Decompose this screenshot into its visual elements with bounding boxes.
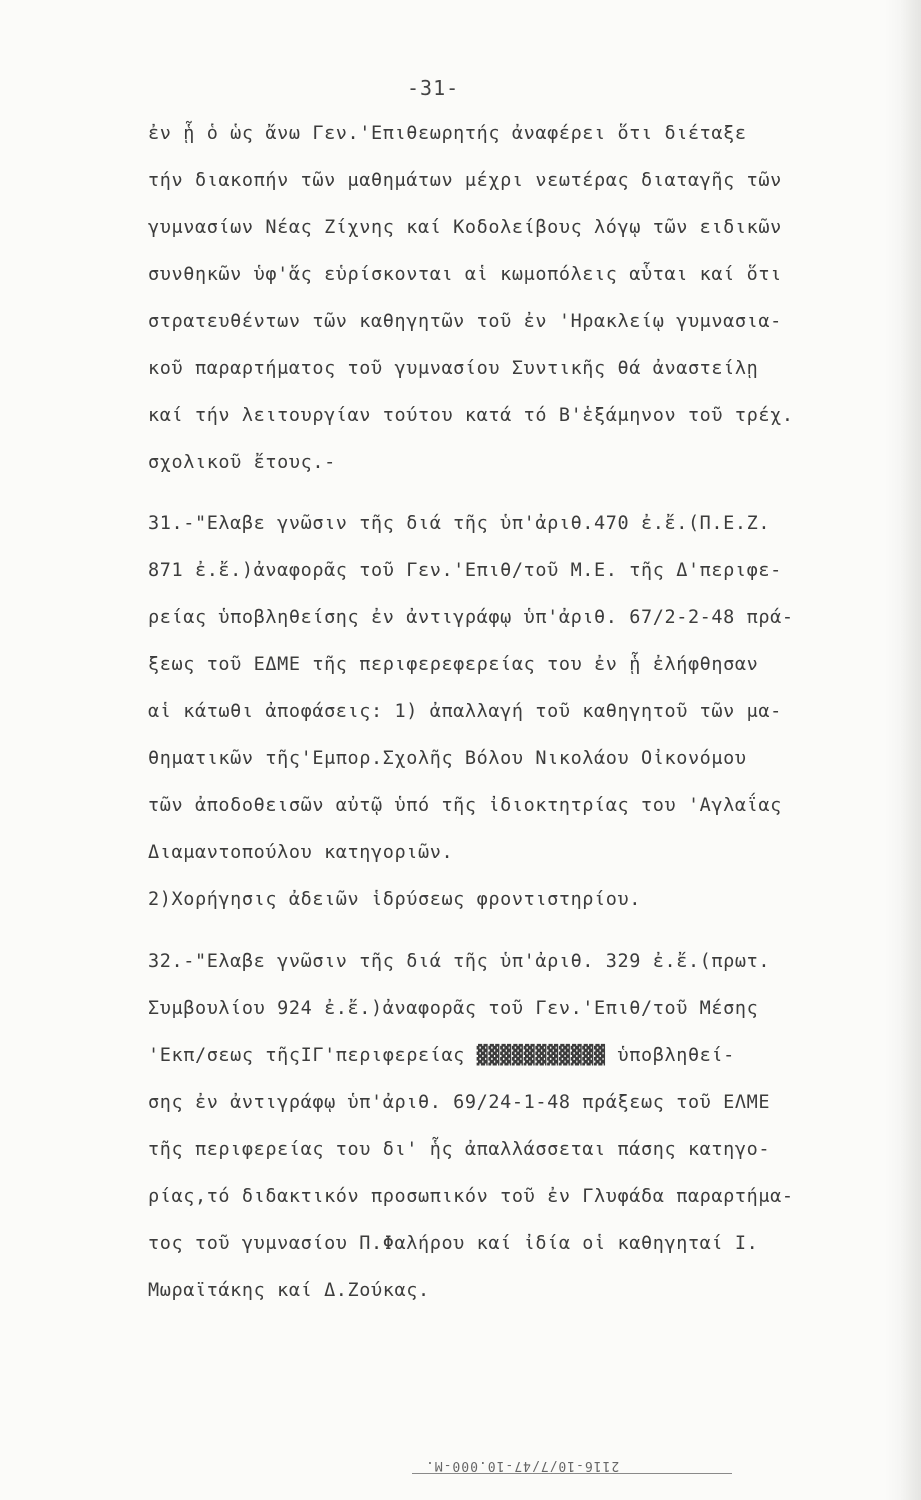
paragraph-item-32 [148,938,908,1314]
text-line: κοῦ παραρτήματος τοῦ γυμνασίου Συντικῆς θά ἀναστείλῃ [148,358,759,379]
text-line: 31.-"Ελαβε γνῶσιν τῆς διά τῆς ὑπ'ἀριθ.470 ἐ.ἔ.(Π.Ε.Ζ. [148,513,771,534]
text-line: τῶν ἀποδοθεισῶν αὐτῷ ὑπό τῆς ἰδιοκτητρίας του 'Αγλαΐας [148,795,782,816]
text-line: τος τοῦ γυμνασίου Π.Φαλήρου καί ἰδία οἱ καθηγηταί Ι. [148,1233,759,1254]
footer-print-stamp: 2116-10/7/47-10.000-Μ. [425,1458,620,1473]
text-line: σης ἐν ἀντιγράφῳ ὑπ'ἀριθ. 69/24-1-48 πράξεως τοῦ ΕΛΜΕ [148,1092,771,1113]
text-line: ρείας ὑποβληθείσης ἐν ἀντιγράφῳ ὑπ'ἀριθ. 67/2-2-48 πρά- [148,607,794,628]
text-line: ρίας,τό διδακτικόν προσωπικόν τοῦ ἐν Γλυφάδα παραρτήμα- [148,1186,794,1207]
text-line: ἐν ᾗ ὁ ὡς ἄνω Γεν.'Επιθεωρητής ἀναφέρει ὅτι διέταξε [148,123,747,144]
text-line: ξεως τοῦ ΕΔΜΕ τῆς περιφερεφερείας του ἐν ᾗ ἐλήφθησαν [148,654,759,675]
text-line: τῆς περιφερείας του δι' ἧς ἀπαλλάσσεται πάσης κατηγο- [148,1139,771,1160]
text-line: συνθηκῶν ὑφ'ἅς εὑρίσκονται αἱ κωμοπόλεις αὗται καί ὅτι [148,264,782,285]
text-line: γυμνασίων Νέας Ζίχνης καί Κοδολείβους λόγῳ τῶν ειδικῶν [148,217,782,238]
text-line: 32.-"Ελαβε γνῶσιν τῆς διά τῆς ὑπ'ἀριθ. 329 ἐ.ἔ.(πρωτ. [148,951,771,972]
paragraph-continuation [148,110,908,486]
text-line: 871 ἐ.ἔ.)ἀναφορᾶς τοῦ Γεν.'Επιθ/τοῦ Μ.Ε. τῆς Δ'περιφε- [148,560,782,581]
footer-rule [412,1473,732,1474]
text-line: τήν διακοπήν τῶν μαθημάτων μέχρι νεωτέρας διαταγῆς τῶν [148,170,782,191]
text-line: σχολικοῦ ἔτους.- [148,452,336,473]
paragraph-item-31 [148,500,908,923]
text-line: 'Εκπ/σεως τῆςΙΓ'περιφερείας ▓▓▓▓▓▓▓▓▓▓▓ ὑποβληθεί- [148,1045,735,1066]
text-line: αἱ κάτωθι ἀποφάσεις: 1) ἀπαλλαγή τοῦ καθηγητοῦ τῶν μα- [148,701,782,722]
text-line: καί τήν λειτουργίαν τούτου κατά τό Β'ἑξάμηνον τοῦ τρέχ. [148,405,794,426]
text-line: Διαμαντοπούλου κατηγοριῶν. [148,842,454,863]
text-line: Συμβουλίου 924 ἐ.ἔ.)ἀναφορᾶς τοῦ Γεν.'Επιθ/τοῦ Μέσης [148,998,759,1019]
text-line: στρατευθέντων τῶν καθηγητῶν τοῦ ἐν 'Ηρακλείῳ γυμνασια- [148,311,782,332]
text-line: Μωραϊτάκης καί Δ.Ζούκας. [148,1280,430,1301]
text-line: 2)Χορήγησις ἀδειῶν ἱδρύσεως φροντιστηρίου. [148,889,641,910]
text-line: θηματικῶν τῆς'Εμπορ.Σχολῆς Βόλου Νικολάου Οἰκονόμου [148,748,747,769]
page-number: -31- [407,76,460,100]
